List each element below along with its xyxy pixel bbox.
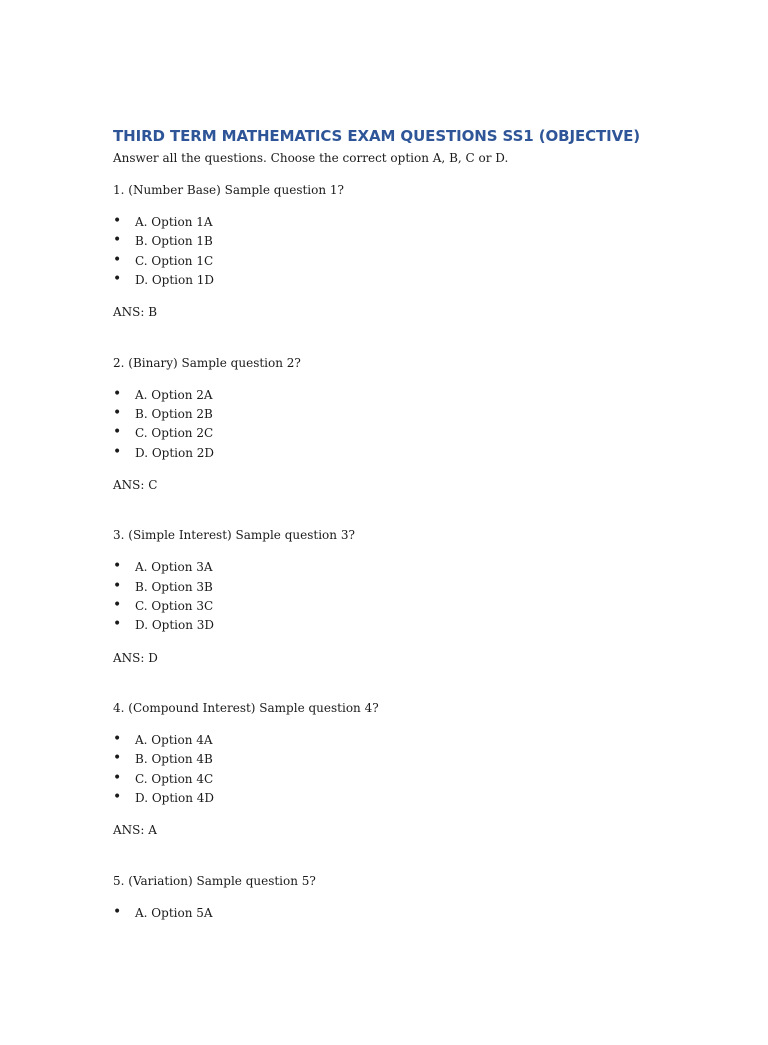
option-label: C. Option 2C bbox=[135, 426, 214, 441]
answer-text: ANS: B bbox=[113, 305, 158, 320]
option-label: C. Option 1C bbox=[135, 253, 214, 268]
option-item bbox=[113, 272, 713, 291]
bullet-icon: • bbox=[113, 750, 122, 767]
option-item bbox=[113, 559, 713, 578]
answer-text: ANS: D bbox=[113, 650, 158, 665]
question-block bbox=[113, 527, 713, 700]
option-label: B. Option 3B bbox=[135, 579, 213, 594]
option-item bbox=[113, 905, 713, 924]
bullet-icon: • bbox=[113, 385, 122, 402]
document-title: THIRD TERM MATHEMATICS EXAM QUESTIONS SS1 (OBJECTIVE) bbox=[113, 127, 641, 145]
bullet-icon: • bbox=[113, 616, 122, 633]
option-item bbox=[113, 617, 713, 636]
option-item bbox=[113, 387, 713, 406]
question-text: 2. (Binary) Sample question 2? bbox=[113, 355, 301, 370]
option-item bbox=[113, 425, 713, 444]
options-list bbox=[113, 732, 713, 809]
option-label: B. Option 1B bbox=[135, 234, 213, 249]
option-label: D. Option 1D bbox=[135, 272, 215, 287]
bullet-icon: • bbox=[113, 903, 122, 920]
question-text: 5. (Variation) Sample question 5? bbox=[113, 873, 316, 888]
bullet-icon: • bbox=[113, 270, 122, 287]
bullet-icon: • bbox=[113, 731, 122, 748]
option-item bbox=[113, 732, 713, 751]
options-list bbox=[113, 905, 713, 924]
bullet-icon: • bbox=[113, 558, 122, 575]
option-item bbox=[113, 233, 713, 252]
options-list bbox=[113, 559, 713, 636]
bullet-icon: • bbox=[113, 577, 122, 594]
bullet-icon: • bbox=[113, 424, 122, 441]
option-label: D. Option 2D bbox=[135, 445, 215, 460]
option-label: C. Option 3C bbox=[135, 598, 214, 613]
question-block bbox=[113, 355, 713, 528]
option-item bbox=[113, 771, 713, 790]
question-text: 3. (Simple Interest) Sample question 3? bbox=[113, 528, 355, 543]
bullet-icon: • bbox=[113, 443, 122, 460]
option-label: D. Option 3D bbox=[135, 618, 215, 633]
option-item bbox=[113, 598, 713, 617]
bullet-icon: • bbox=[113, 251, 122, 268]
option-item bbox=[113, 751, 713, 770]
question-block bbox=[113, 873, 713, 1045]
answer-text: ANS: C bbox=[113, 477, 158, 492]
answer-text: ANS: A bbox=[113, 823, 157, 838]
option-label: C. Option 4C bbox=[135, 771, 214, 786]
option-item bbox=[113, 214, 713, 233]
question-text: 4. (Compound Interest) Sample question 4? bbox=[113, 701, 379, 716]
option-label: A. Option 4A bbox=[135, 733, 213, 748]
option-item bbox=[113, 790, 713, 809]
question-block bbox=[113, 700, 713, 873]
question-block bbox=[113, 182, 713, 355]
bullet-icon: • bbox=[113, 404, 122, 421]
question-text: 1. (Number Base) Sample question 1? bbox=[113, 183, 344, 197]
bullet-icon: • bbox=[113, 769, 122, 786]
option-item bbox=[113, 579, 713, 598]
document-page bbox=[113, 126, 713, 1045]
options-list bbox=[113, 387, 713, 464]
option-label: A. Option 5A bbox=[135, 905, 213, 920]
option-label: D. Option 4D bbox=[135, 790, 215, 805]
option-label: A. Option 3A bbox=[135, 560, 213, 575]
instructions-text: Answer all the questions. Choose the correct option A, B, C or D. bbox=[113, 151, 509, 165]
bullet-icon: • bbox=[113, 596, 122, 613]
bullet-icon: • bbox=[113, 232, 122, 249]
option-label: A. Option 2A bbox=[135, 387, 213, 402]
bullet-icon: • bbox=[113, 788, 122, 805]
option-item bbox=[113, 445, 713, 464]
option-item bbox=[113, 406, 713, 425]
options-list bbox=[113, 214, 713, 291]
option-item bbox=[113, 253, 713, 272]
option-label: B. Option 2B bbox=[135, 406, 213, 421]
bullet-icon: • bbox=[113, 213, 122, 229]
option-label: A. Option 1A bbox=[135, 215, 213, 229]
option-label: B. Option 4B bbox=[135, 752, 213, 767]
